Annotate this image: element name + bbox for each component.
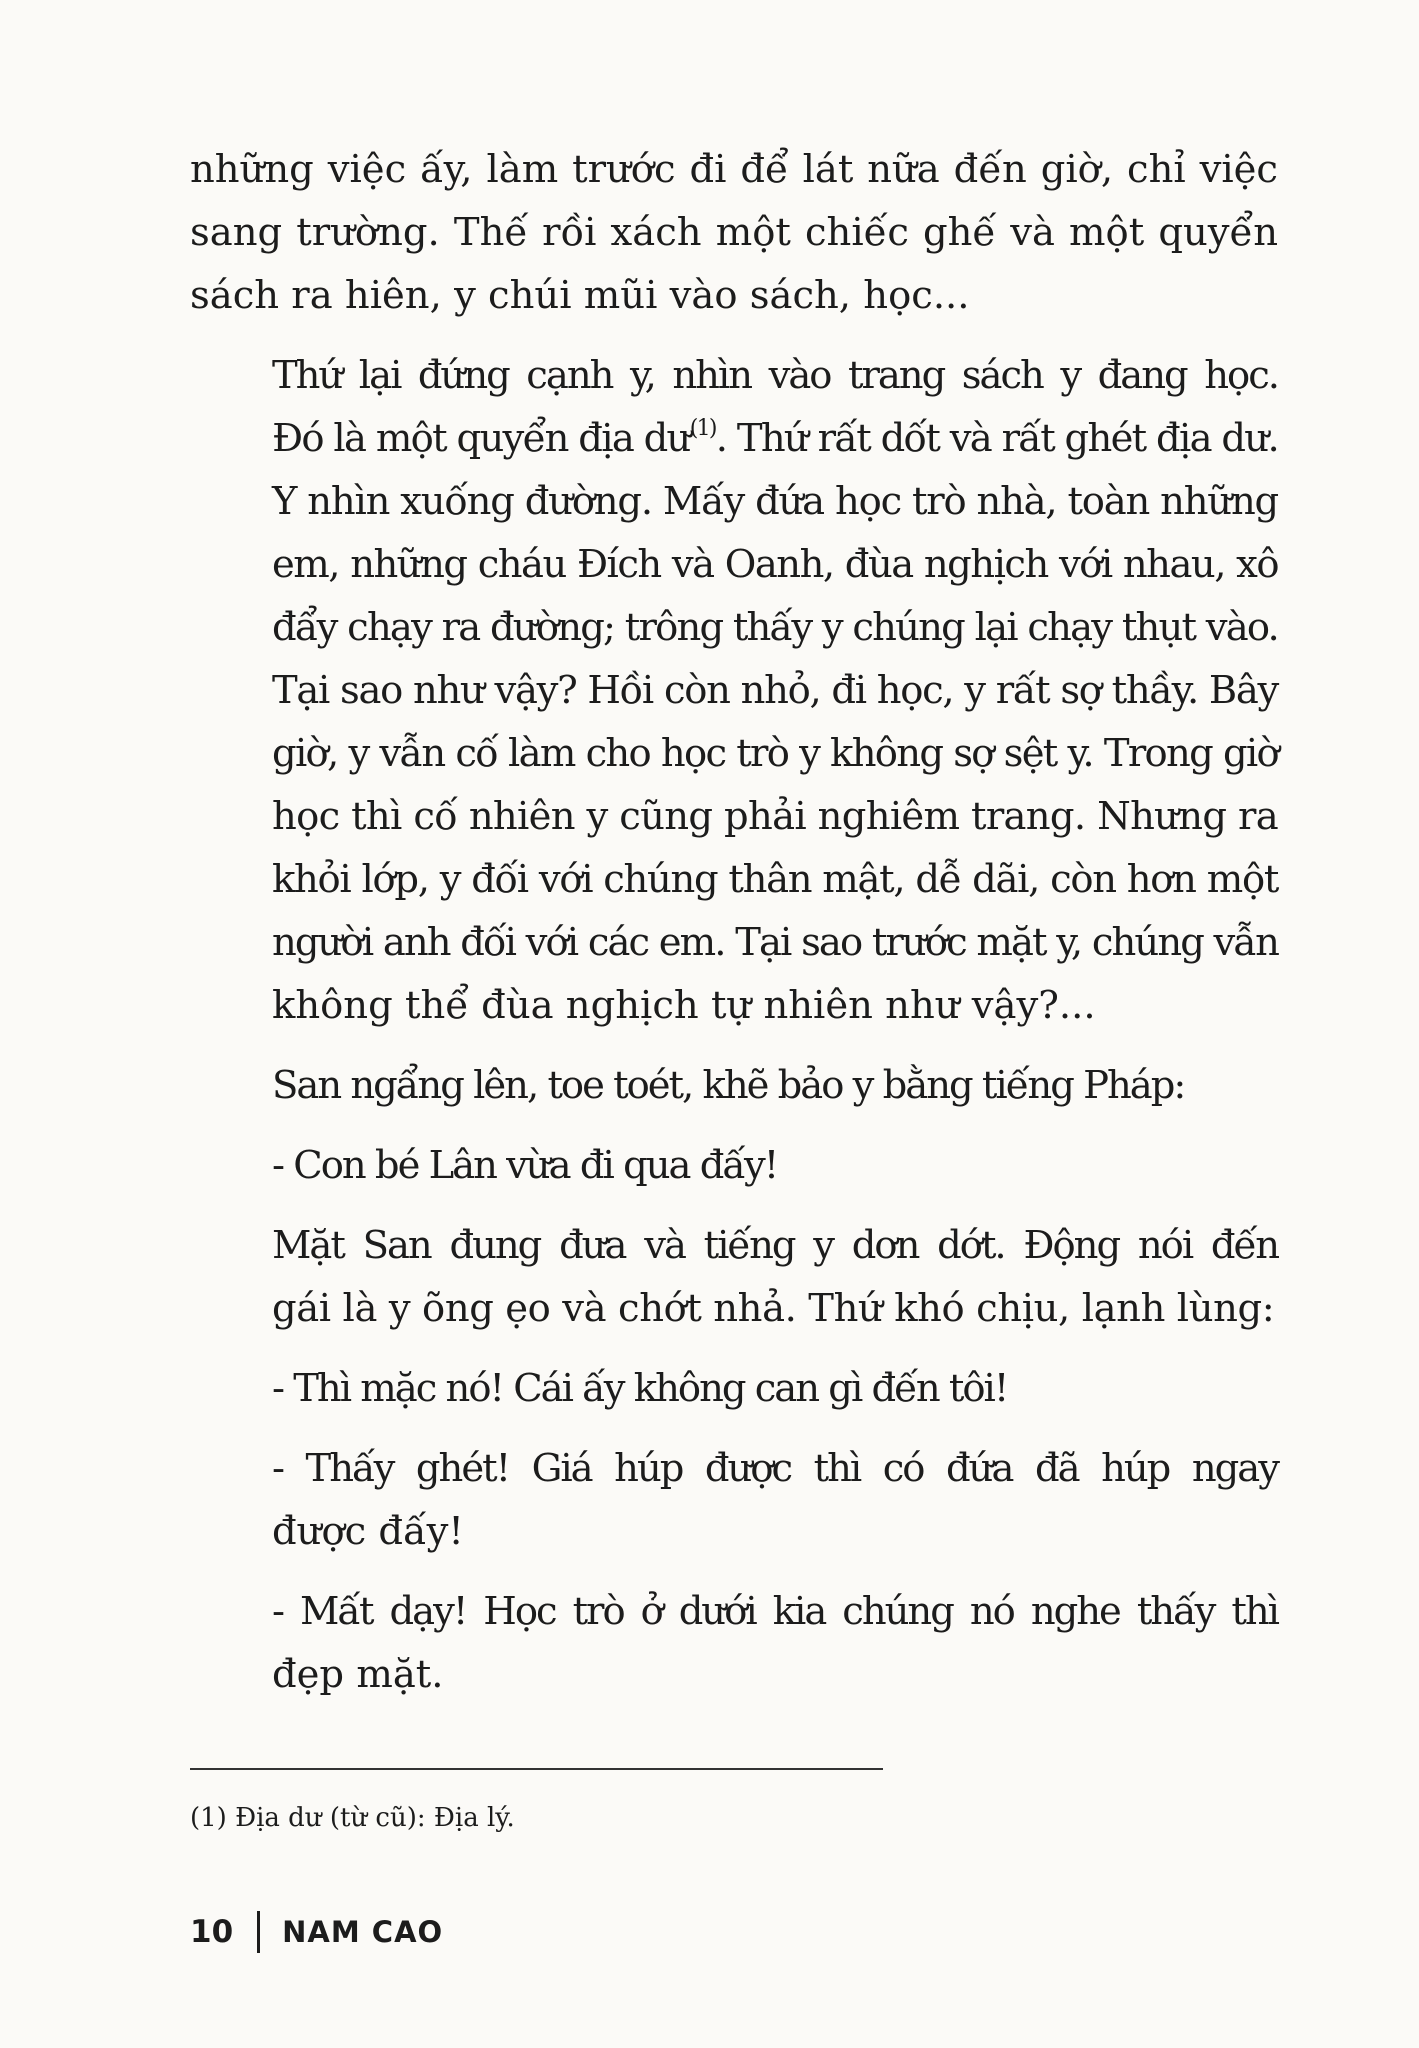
text-line: Y nhìn xuống đường. Mấy đứa học trò nhà, toàn những [272, 479, 1278, 524]
text-line: Thứ lại đứng cạnh y, nhìn vào trang sách y đang học. [272, 353, 1278, 398]
text-segment: Đó là một quyển địa dư [272, 416, 690, 461]
footnote: (1) Địa dư (từ cũ): Địa lý. [190, 1803, 515, 1833]
text-line: người anh đối với các em. Tại sao trước mặt y, chúng vẫn [272, 920, 1278, 965]
page-footer [190, 1909, 443, 1955]
text-line: sang trường. Thế rồi xách một chiếc ghế và một quyển [190, 210, 1278, 255]
footnote-divider [190, 1768, 883, 1770]
text-line: không thể đùa nghịch tự nhiên như vậy?... [272, 983, 1096, 1028]
paragraph [190, 1214, 1278, 1340]
text-line: sách ra hiên, y chúi mũi vào sách, học... [190, 273, 970, 318]
text-line: những việc ấy, làm trước đi để lát nữa đến giờ, chỉ việc [190, 147, 1278, 192]
footnote-reference: (1) [689, 416, 716, 441]
text-line: San ngẩng lên, toe toét, khẽ bảo y bằng tiếng Pháp: [272, 1063, 1185, 1108]
text-line: học thì cố nhiên y cũng phải nghiêm trang. Nhưng ra [272, 794, 1278, 839]
text-line: Tại sao như vậy? Hồi còn nhỏ, đi học, y rất sợ thầy. Bây [272, 668, 1278, 713]
text-line: - Con bé Lân vừa đi qua đấy! [272, 1143, 778, 1188]
dialogue-line [190, 1134, 1278, 1197]
text-line: em, những cháu Đích và Oanh, đùa nghịch với nhau, xô [272, 542, 1278, 587]
text-segment: . Thứ rất dốt và rất ghét địa dư. [715, 416, 1278, 461]
text-line: - Thấy ghét! Giá húp được thì có đứa đã húp ngay [272, 1446, 1278, 1491]
body-text [190, 138, 1278, 1723]
page-number: 10 [190, 1914, 234, 1950]
dialogue-line [190, 1357, 1278, 1420]
paragraph [190, 344, 1278, 1037]
text-line: - Mất dạy! Học trò ở dưới kia chúng nó nghe thấy thì [272, 1589, 1278, 1634]
author-name: NAM CAO [282, 1915, 444, 1949]
paragraph [190, 1054, 1278, 1117]
text-line: giờ, y vẫn cố làm cho học trò y không sợ sệt y. Trong giờ [272, 731, 1278, 776]
text-line: gái là y õng ẹo và chớt nhả. Thứ khó chịu, lạnh lùng: [272, 1286, 1275, 1331]
paragraph [190, 138, 1278, 327]
dialogue-line [190, 1437, 1278, 1563]
text-line: khỏi lớp, y đối với chúng thân mật, dễ dãi, còn hơn một [272, 857, 1278, 902]
dialogue-line [190, 1580, 1278, 1706]
text-line: - Thì mặc nó! Cái ấy không can gì đến tôi! [272, 1366, 1008, 1411]
text-line: được đấy! [272, 1509, 464, 1554]
footer-divider [257, 1911, 260, 1953]
text-line: Mặt San đung đưa và tiếng y dơn dớt. Động nói đến [272, 1223, 1278, 1268]
text-line-with-footnote [190, 407, 1278, 470]
text-line: đẹp mặt. [272, 1652, 444, 1697]
text-line: đẩy chạy ra đường; trông thấy y chúng lại chạy thụt vào. [272, 605, 1278, 650]
